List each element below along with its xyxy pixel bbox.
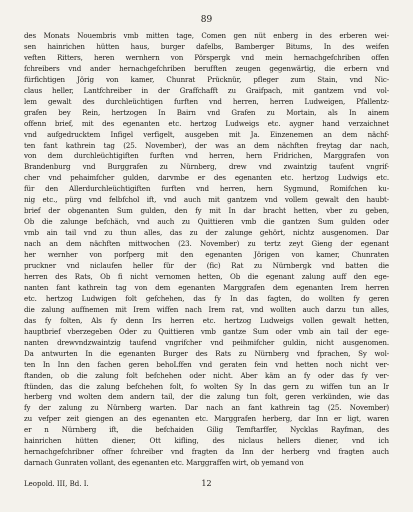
text-line: nach an dem nächften mittwochen (23. November) zu tertz zeyt Gieng der egenant xyxy=(24,239,389,249)
text-line: brief der obgenanten Sum gulden, den fy mit In dar bracht hetten, vber zu geben, xyxy=(24,206,389,216)
text-line: hernachgefchribner offner fchreiber vnd fragten da Inn der herberg vnd fragten auch xyxy=(24,447,389,457)
text-line: er n Nürnberg ift, die befchaiden Gilig Temftarffer, Nycklas Rayfman, des xyxy=(24,425,389,435)
text-line: ftünden, das die zalung befchehen folt, fo wolten Sy In das gern zu wiffen tun an Ir xyxy=(24,381,389,391)
text-line: darnach Gunraten vollant, des egenanten etc. Marggraffen wirt, ob yemand von xyxy=(24,458,304,468)
footer-sheet-number: 12 xyxy=(201,479,212,488)
text-line: Brandenburg vnd Burggrafen zu Nürnberg, drew vnd zwaintzig taufent vngrif- xyxy=(24,162,389,172)
text-line: von dem durchleüchtigiften furften vnd herren, hern Fridrichen, Marggrafen von xyxy=(24,151,389,161)
text-line: grafen bey Rein, hertzogen In Bairn vnd Grafen zu Mortain, als In ainem xyxy=(24,107,389,117)
text-line: nig etc., pürg vnd felbfchol ift, vnd auch mit gantzem vnd vollem gewalt den haubt- xyxy=(24,195,389,205)
page-number: 89 xyxy=(200,15,213,25)
text-line: offenn brief, mit des egenanten etc. hertzog Ludweigs etc. aygner hand verzaichnet xyxy=(24,118,389,128)
text-line: fürfichtigen Jörig von kamer, Chunrat Prücknür, pfleger zum Stain, vnd Nic- xyxy=(24,74,389,84)
text-line: hauptbrief vberzegeben Oder zu Quittieren vmb gantze Sum oder vmb ain tail der ege- xyxy=(24,326,389,336)
text-line: fchreibers vnd ander hernachgefchriben berufften zeugen gegenwärtig, die erbern vnd xyxy=(24,63,389,73)
text-line: nanten fant kathrein tag von dem egenanten Marggrafen dem egenanten Irem herren xyxy=(24,282,389,292)
text-line: Ob die zalunge befchäch, vnd auch zu Quittieren vmb die gantzen Sum gulden oder xyxy=(24,217,389,227)
text-line: nanten drewvndzwaintzig taufend vngrifcher vnd peihmifcher guldin, nicht ausgenomen. xyxy=(24,337,389,347)
text-line: herberg vnd wolten dem andern tail, der die zalung tun folt, geren verkünden, wie das xyxy=(24,392,389,402)
text-line: veften Ritters, heren wernhern von Pörspergk vnd mein hernachgefchriben offen xyxy=(24,52,389,62)
text-line: pruckner vnd niclaufen heller für der (fic) Rat zu Nürnbergk vnd batten die xyxy=(24,261,389,271)
text-line: des Monats Nouembris vmb mitten tage, Comen gen nüt enberg in des erberen wei- xyxy=(24,31,389,40)
text-line: claus heller, Lantfchreiber in der Graffchafft zu Graifpach, mit gantzem vnd vol- xyxy=(24,85,389,95)
text-line: her wernher von porfperg mit den egenanten Jörigen von kamer, Chunraten xyxy=(24,250,389,260)
text-line: lem gewalt des durchleüchtigen furften vnd herren, herren Ludweigen, Pfallentz- xyxy=(24,96,389,106)
text-line: die zalung auffnemen mit Irem wiffen nach Irem rat, vnd wollten auch darzu tun alles, xyxy=(24,304,389,314)
text-line: ten fant kathrein tag (25. November), der was an dem nächften freytag dar nach, xyxy=(24,140,389,150)
text-line: fy der zalung zu Nürnberg warten. Dar nach an fant kathrein tag (25. November) xyxy=(24,403,389,413)
text-line: ftanden, ob die zalung folt befchehen oder nicht. Aber käm an fy oder das fy ver- xyxy=(24,370,389,380)
text-line: das fy folten, Als fy denn Irs herren etc. hertzog Ludweigs vollen gewalt hetten, xyxy=(24,315,389,325)
text-line: für den Allerdurchleüchtigiften furften vnd herren, hern Sygmund, Romifchen ku- xyxy=(24,184,389,194)
text-line: etc. hertzog Ludwigen folt gefchehen, das fy In das fagten, do wollten fy geren xyxy=(24,293,389,303)
footer-signature: Leopold. III, Bd. I. xyxy=(24,480,89,488)
text-line: herren des Rats, Ob fi nicht vernomen hetten, Ob die egenant zalung auff den ege- xyxy=(24,271,389,281)
text-line: Da antwurten In die egenanten Burger des Rats zu Nürnberg vnd fprachen, Sy wol- xyxy=(24,348,389,358)
text-line: ten In Inn den fachen geren behoLffen vnd geraten fein vnd hetten noch nicht ver- xyxy=(24,359,389,369)
text-line: sen hainrichen hütten haus, burger dafelbs, Bamberger Bitums, In des weifen xyxy=(24,41,389,51)
text-line: zu vefper zeit giengen an des egenanten etc. Marggrafen herberg, dar Inn er ligt, waren xyxy=(24,414,389,424)
text-line: cher vnd pehaimfcher gulden, darvmbe er des egenanten etc. hertzog Ludwigs etc. xyxy=(24,173,389,183)
body-text xyxy=(24,31,389,469)
text-line: vmb ain tail vnd zu thun alles, das zu der zalunge gehört, nichtz ausgenomen. Dar xyxy=(24,228,389,238)
text-line: vnd aufgedrucktem Infigel verfigelt, ausgeben mit Ja. Einzenemen an dem nächf- xyxy=(24,129,389,139)
text-line: hainrichen hütten diener, Ott kifling, des niclaus hellers diener, vnd ich xyxy=(24,436,389,446)
